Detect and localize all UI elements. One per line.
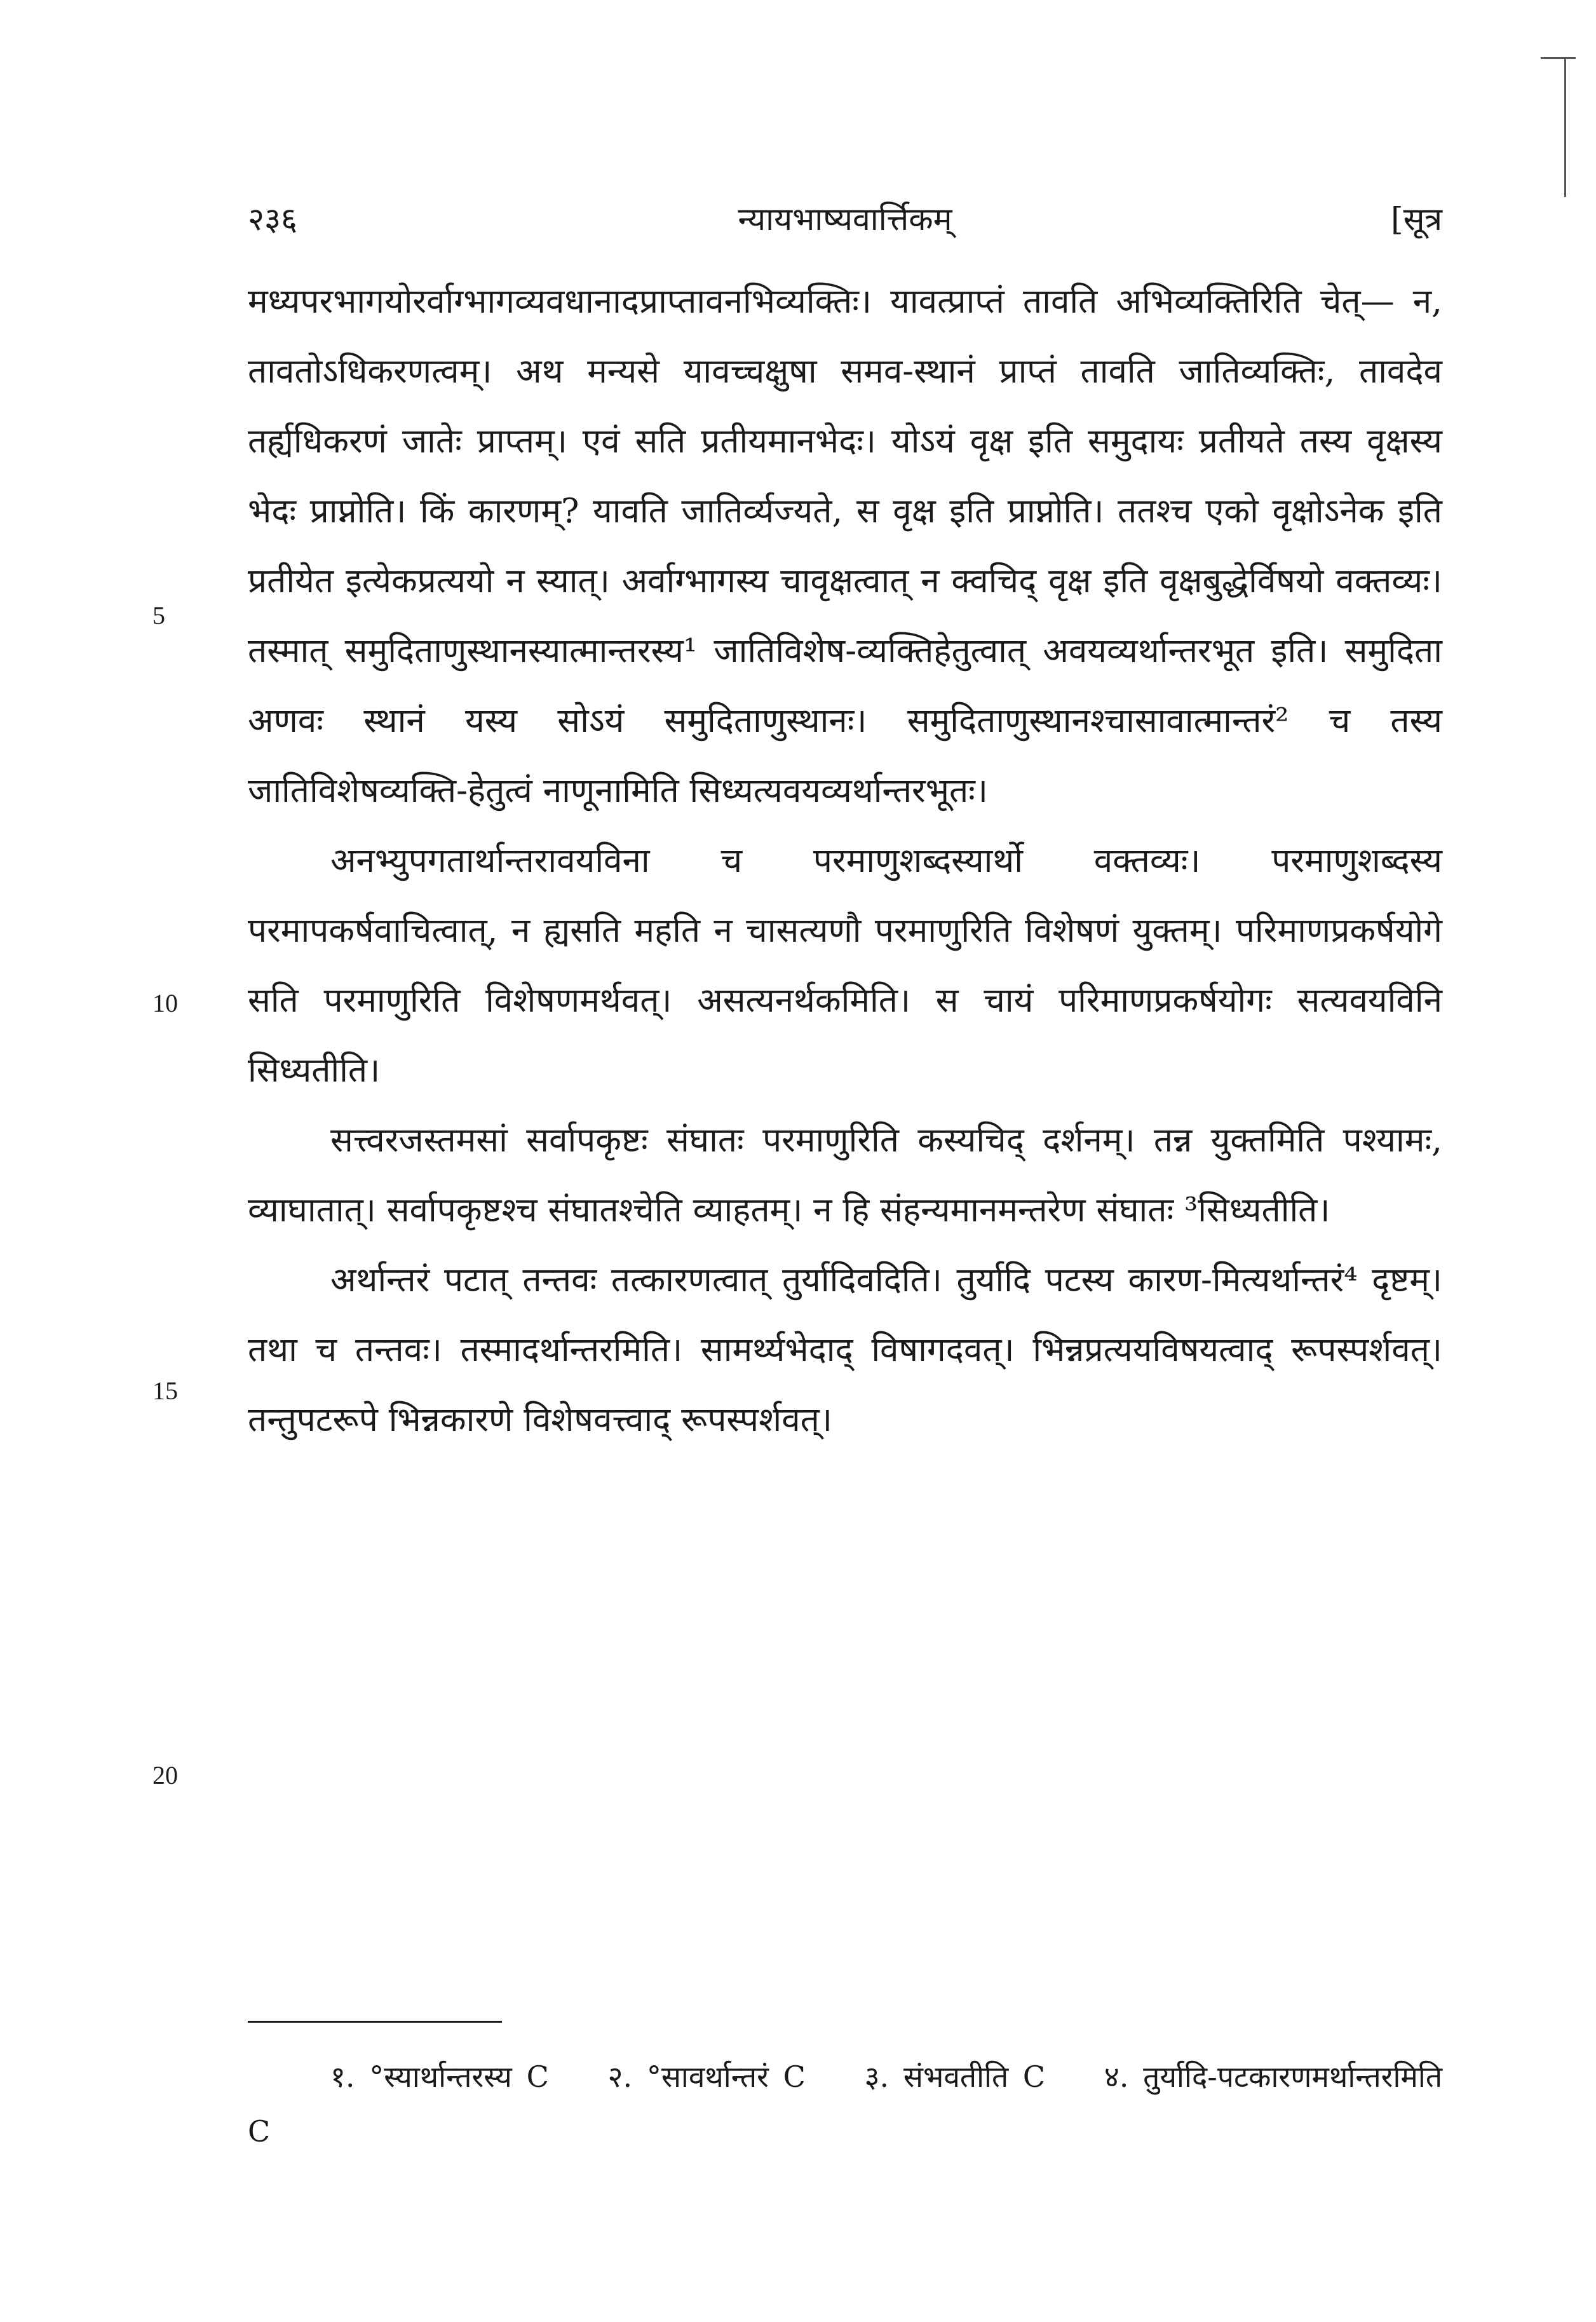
line-number: 15: [152, 1376, 178, 1405]
paragraph: अर्थान्तरं पटात् तन्तवः तत्कारणत्वात् तुर्यादिवदिति। तुर्यादि पटस्य कारण-मित्यर्थान्तरं⁴ दृष्टम्। तथा च तन्तवः। तस्मादर्थान्तरमिति। सामर्थ्यभेदाद् विषागदवत्। भिन्नप्रत्ययविषयत्वाद् रूपस्पर्शवत्। तन्तुपटरूपे भिन्नकारणे विशेषवत्त्वाद् रूपस्पर्शवत्।: [248, 1261, 1442, 1439]
page-number: २३६: [248, 201, 297, 238]
running-title: न्यायभाष्यवार्त्तिकम्: [738, 201, 952, 238]
footnote: १. °स्यार्थान्तरस्य C: [330, 2060, 549, 2094]
paragraph: सत्त्वरजस्तमसां सर्वापकृष्टः संघातः परमाणुरिति कस्यचिद् दर्शनम्। तन्न युक्तमिति पश्यामः, व्याघातात्। सर्वापकृष्टश्च संघातश्चेति व्याहतम्। न हि संहन्यमानमन्तरेण संघातः ³सिध्यतीति।: [248, 1121, 1442, 1230]
paragraph: अनभ्युपगतार्थान्तरावयविना च परमाणुशब्दस्यार्थो वक्तव्यः। परमाणुशब्दस्य परमापकर्षवाचित्वात्, न ह्यसति महति न चासत्यणौ परमाणुरिति विशेषणं युक्तम्। परिमाणप्रकर्षयोगे सति परमाणुरिति विशेषणमर्थवत्। असत्यनर्थकमिति। स चायं परिमाणप्रकर्षयोगः सत्यवयविनि सिध्यतीति।: [248, 841, 1442, 1090]
footnotes: [248, 2049, 1442, 2159]
footnote: ३. संभवतीति C: [864, 2060, 1046, 2094]
running-header: [248, 194, 1442, 245]
footnote: ४. तुर्यादि-पटकारणमर्थान्तरमिति C: [248, 2060, 1443, 2149]
line-number: 5: [152, 601, 165, 630]
scan-edge-mark: [1564, 57, 1566, 197]
paragraph: मध्यपरभागयोरर्वाग्भागव्यवधानादप्राप्तावनभिव्यक्तिः। यावत्प्राप्तं तावति अभिव्यक्तिरिति चेत्— न, तावतोऽधिकरणत्वम्। अथ मन्यसे यावच्चक्षुषा समव-स्थानं प्राप्तं तावति जातिव्यक्तिः, तावदेव तर्ह्यधिकरणं जातेः प्राप्तम्। एवं सति प्रतीयमानभेदः। योऽयं वृक्ष इति समुदायः प्रतीयते तस्य वृक्षस्य भेदः प्राप्नोति। किं कारणम्? यावति जातिर्व्यज्यते, स वृक्ष इति प्राप्नोति। ततश्च एको वृक्षोऽनेक इति प्रतीयेत इत्येकप्रत्ययो न स्यात्। अर्वाग्भागस्य चावृक्षत्वात् न क्वचिद् वृक्ष इति वृक्षबुद्धेर्विषयो वक्तव्यः। तस्मात् समुदिताणुस्थानस्यात्मान्तरस्य¹ जातिविशेष-व्यक्तिहेतुत्वात् अवयव्यर्थान्तरभूत इति। समुदिता अणवः स्थानं यस्य सोऽयं समुदिताणुस्थानः। समुदिताणुस्थानश्चासावात्मान्तरं² च तस्य जातिविशेषव्यक्ति-हेतुत्वं नाणूनामिति सिध्यत्यवयव्यर्थान्तरभूतः।: [248, 282, 1442, 810]
line-number: 10: [152, 989, 178, 1017]
footnote-separator: [248, 2021, 502, 2023]
line-number: 20: [152, 1761, 178, 1789]
scan-edge-mark: [1541, 57, 1576, 59]
body-text: [248, 267, 1442, 1455]
footnote: २. °सावर्थान्तरं C: [607, 2060, 806, 2094]
section-marker: [सूत्र: [1391, 201, 1442, 238]
